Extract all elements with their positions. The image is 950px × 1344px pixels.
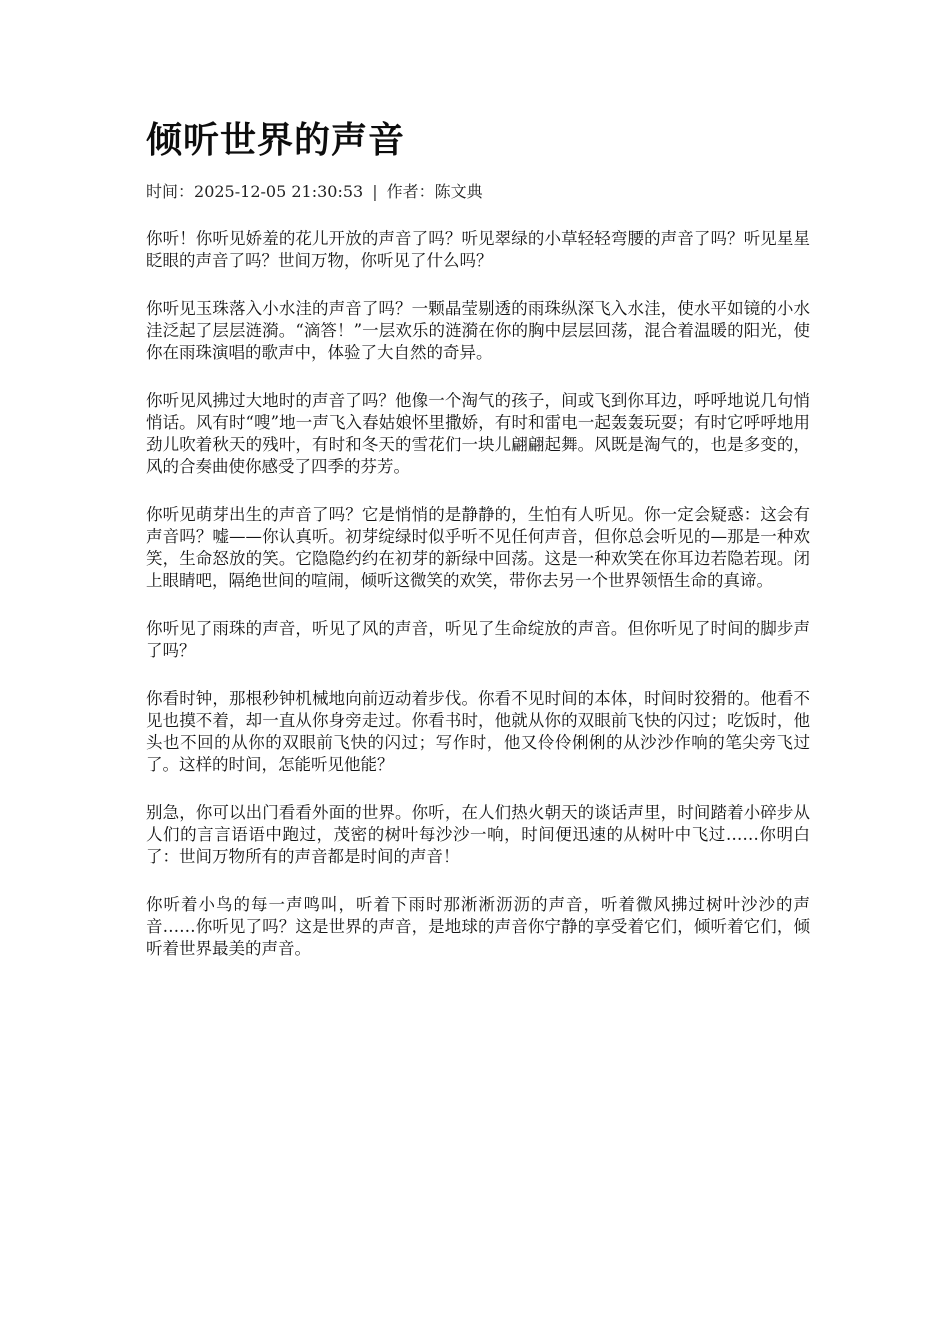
- article-body: [146, 228, 810, 960]
- paragraph: 你看时钟，那根秒钟机械地向前迈动着步伐。你看不见时间的本体，时间时狡猾的。他看不见也摸不着，却一直从你身旁走过。你看书时，他就从你的双眼前飞快的闪过；吃饭时，他头也不回的从你的双眼前飞快的闪过；写作时，他又伶伶俐俐的从沙沙作响的笔尖旁飞过了。这样的时间，怎能听见他能？: [146, 689, 810, 774]
- time-label: 时间：: [146, 182, 195, 201]
- page-title: 倾听世界的声音: [146, 119, 406, 161]
- paragraph: 你听见风拂过大地时的声音了吗？他像一个淘气的孩子，间或飞到你耳边，呼呼地说几句悄悄话。风有时“嗖”地一声飞入春姑娘怀里撒娇，有时和雷电一起轰轰玩耍；有时它呼呼地用劲儿吹着秋天的残叶，有时和冬天的雪花们一块儿翩翩起舞。风既是淘气的，也是多变的，风的合奏曲使你感受了四季的芬芳。: [146, 391, 810, 476]
- author-label: 作者：: [386, 182, 435, 201]
- article: [146, 112, 810, 986]
- time-value: 2025-12-05 21:30:53: [194, 182, 364, 201]
- article-meta: [146, 180, 810, 204]
- paragraph: 你听见了雨珠的声音，听见了风的声音，听见了生命绽放的声音。但你听见了时间的脚步声了吗？: [146, 619, 810, 660]
- paragraph: 你听！你听见娇羞的花儿开放的声音了吗？听见翠绿的小草轻轻弯腰的声音了吗？听见星星眨眼的声音了吗？世间万物，你听见了什么吗？: [146, 229, 810, 270]
- paragraph: 你听见玉珠落入小水洼的声音了吗？一颗晶莹剔透的雨珠纵深飞入水洼，使水平如镜的小水洼泛起了层层涟漪。“滴答！”一层欢乐的涟漪在你的胸中层层回荡，混合着温暖的阳光，使你在雨珠演唱的歌声中，体验了大自然的奇异。: [146, 299, 810, 362]
- author-value: 陈文典: [434, 182, 483, 201]
- meta-separator: |: [372, 182, 378, 201]
- paragraph: 你听见萌芽出生的声音了吗？它是悄悄的是静静的，生怕有人听见。你一定会疑惑：这会有声音吗？嘘——你认真听。初芽绽绿时似乎听不见任何声音，但你总会听见的—那是一种欢笑，生命怒放的笑。它隐隐约约在初芽的新绿中回荡。这是一种欢笑在你耳边若隐若现。闭上眼睛吧，隔绝世间的喧闹，倾听这微笑的欢笑，带你去另一个世界领悟生命的真谛。: [146, 505, 810, 590]
- paragraph: 别急，你可以出门看看外面的世界。你听，在人们热火朝天的谈话声里，时间踏着小碎步从人们的言言语语中跑过，茂密的树叶每沙沙一响，时间便迅速的从树叶中飞过……你明白了：世间万物所有的声音都是时间的声音！: [146, 803, 810, 866]
- paragraph: 你听着小鸟的每一声鸣叫，听着下雨时那淅淅沥沥的声音，听着微风拂过树叶沙沙的声音……你听见了吗？这是世界的声音，是地球的声音你宁静的享受着它们，倾听着它们，倾听着世界最美的声音。: [146, 895, 810, 958]
